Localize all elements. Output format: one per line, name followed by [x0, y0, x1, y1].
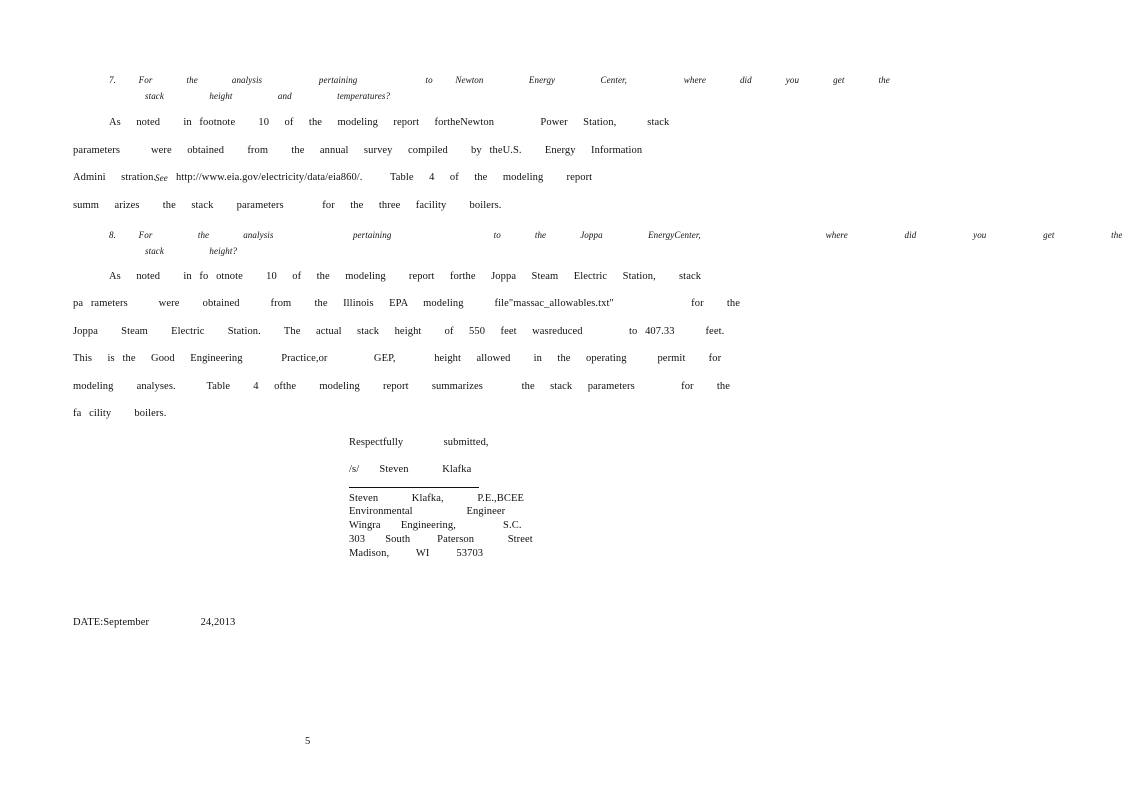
- paragraph-7-line-1: As noted in footnote 10 of the modeling report fortheNewton Power Station, stack: [109, 117, 670, 128]
- paragraph-7-line-3-start: Admini stration.: [73, 172, 157, 183]
- see-reference-label: See: [155, 173, 168, 183]
- paragraph-8-line-3: Joppa Steam Electric Station. The actual stack height of 550 feet wasreduced to 407.33 feet.: [73, 326, 725, 337]
- page-number: 5: [305, 736, 311, 747]
- question-7-line-1: 7. For the analysis pertaining to Newton Energy Center, where did you get the: [109, 75, 890, 85]
- paragraph-7-line-3-end: Table 4 of the modeling report: [390, 172, 593, 183]
- paragraph-7-line-4: summ arizes the stack parameters for the three facility boilers.: [73, 200, 502, 211]
- signer-title: Environmental Engineer: [349, 506, 506, 517]
- eia-link[interactable]: http://www.eia.gov/electricity/data/eia860/.: [176, 172, 363, 183]
- signature-line: /s/ Steven Klafka: [349, 464, 472, 475]
- paragraph-8-line-4: This is the Good Engineering Practice,or GEP, height allowed in the operating permit for: [73, 353, 722, 364]
- paragraph-8-line-5: modeling analyses. Table 4 ofthe modeling report summarizes the stack parameters for the: [73, 381, 730, 392]
- paragraph-8-line-1: As noted in fo otnote 10 of the modeling report forthe Joppa Steam Electric Station, stack: [109, 271, 702, 282]
- signer-company: Wingra Engineering, S.C.: [349, 520, 522, 531]
- signer-name: Steven Klafka, P.E.,BCEE: [349, 493, 525, 504]
- paragraph-8-line-2: pa rameters were obtained from the Illinois EPA modeling file"massac_allowables.txt" for the: [73, 298, 741, 309]
- paragraph-8-line-6: fa cility boilers.: [73, 408, 167, 419]
- document-date: DATE:September 24,2013: [73, 617, 236, 628]
- question-8-line-1: 8. For the analysis pertaining to the Joppa EnergyCenter, where did you get the: [109, 230, 1122, 240]
- question-7-line-2: stack height and temperatures?: [145, 91, 391, 101]
- signature-rule: [349, 487, 479, 488]
- signer-street: 303 South Paterson Street: [349, 534, 533, 545]
- paragraph-7-line-2: parameters were obtained from the annual survey compiled by theU.S. Energy Information: [73, 145, 643, 156]
- signer-city: Madison, WI 53703: [349, 548, 484, 559]
- signature-closing: Respectfully submitted,: [349, 437, 489, 448]
- question-8-line-2: stack height?: [145, 246, 238, 256]
